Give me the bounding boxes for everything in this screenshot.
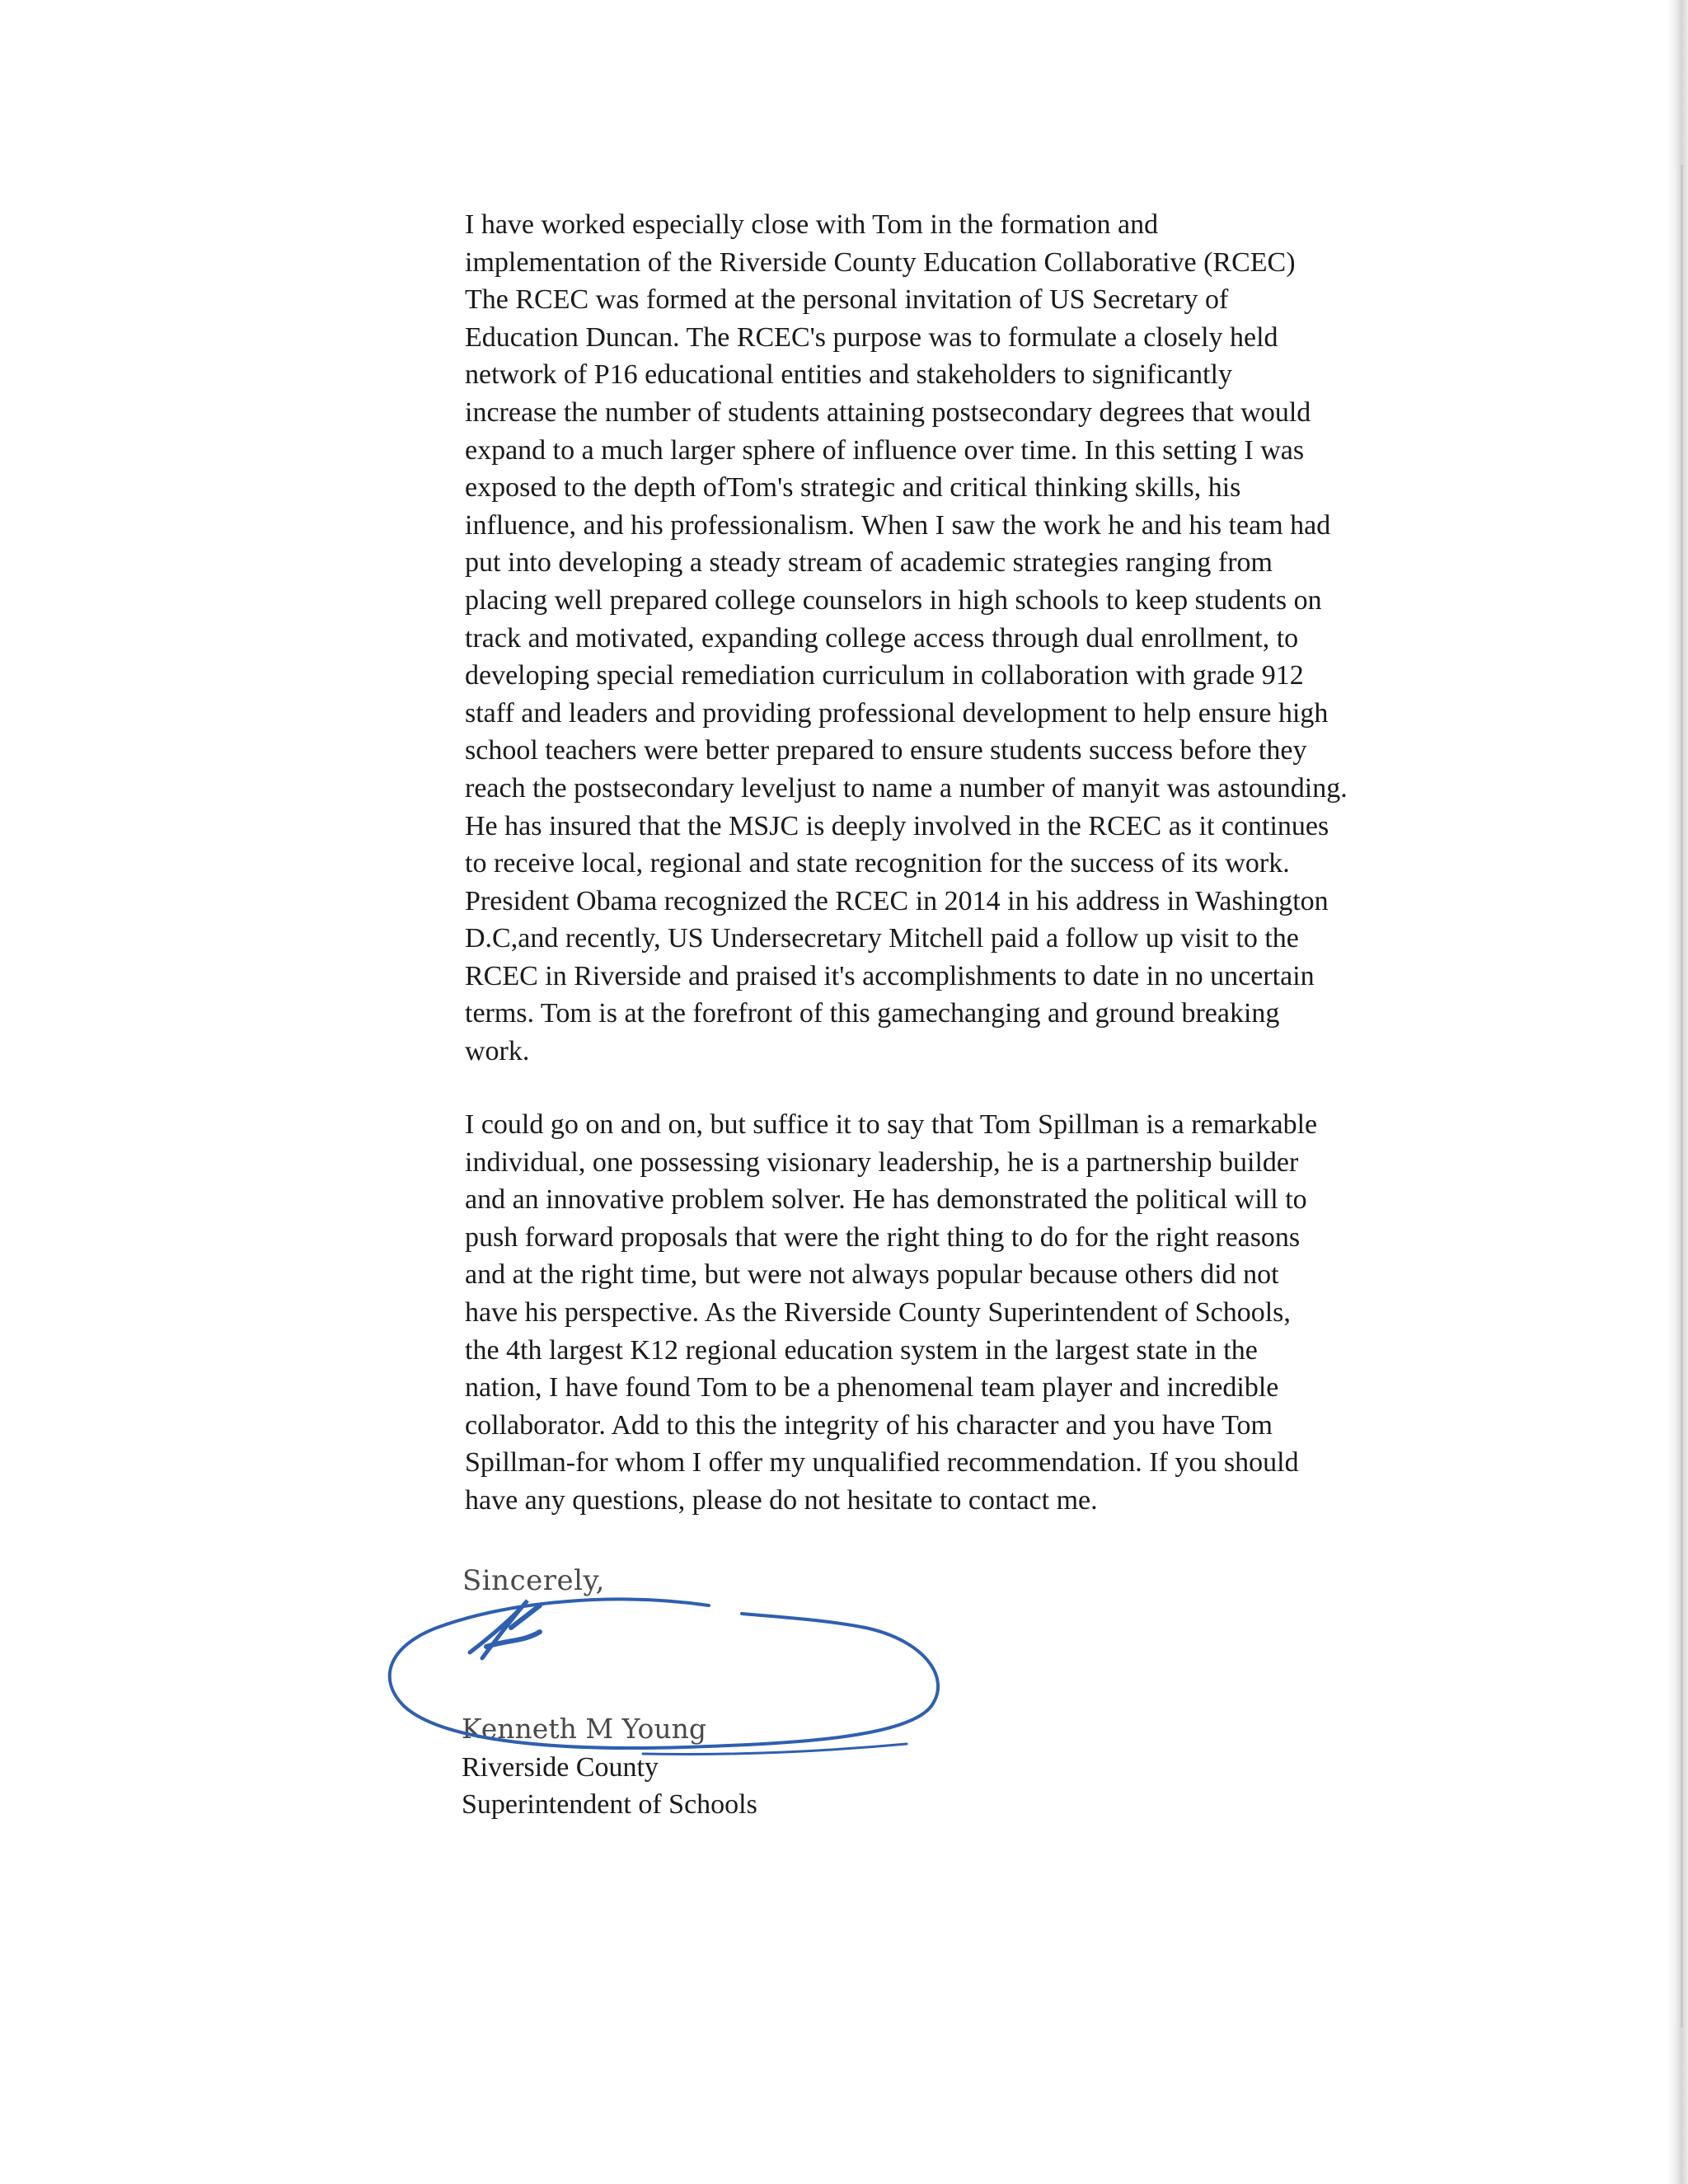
text-line: the 4th largest K12 regional education system in the largest state in the	[465, 1334, 1258, 1366]
text-line: collaborator. Add to this the integrity of his character and you have Tom	[465, 1409, 1273, 1441]
text-line: have any questions, please do not hesitate to contact me.	[465, 1484, 1098, 1516]
signer-title-line-1: Riverside County	[462, 1752, 659, 1783]
text-line: He has insured that the MSJC is deeply involved in the RCEC as it continues	[465, 810, 1329, 841]
text-line: Education Duncan. The RCEC's purpose was to formulate a closely held	[465, 321, 1278, 353]
text-line: track and motivated, expanding college access through dual enrollment, to	[465, 622, 1299, 654]
text-line: terms. Tom is at the forefront of this gamechanging and ground breaking	[465, 998, 1280, 1029]
text-line: and at the right time, but were not always popular because others did not	[465, 1259, 1279, 1291]
signature-icon	[371, 1582, 948, 1772]
text-line: network of P16 educational entities and stakeholders to significantly	[465, 359, 1232, 391]
text-line: Spillman-for whom I offer my unqualified recommendation. If you should	[465, 1447, 1299, 1479]
text-line: I have worked especially close with Tom in the formation and	[465, 209, 1159, 240]
text-line: The RCEC was formed at the personal invitation of US Secretary of	[465, 284, 1229, 316]
text-line: reach the postsecondary leveljust to name a number of manyit was astounding.	[465, 772, 1348, 804]
closing-salutation: Sincerely,	[462, 1564, 605, 1597]
text-line: placing well prepared college counselors in high schools to keep students on	[465, 584, 1322, 616]
body-paragraph-1	[465, 206, 1503, 1071]
page-edge-line	[1681, 165, 1683, 2027]
body-paragraph-2	[465, 1106, 1503, 1520]
text-line: school teachers were better prepared to ensure students success before they	[465, 735, 1307, 766]
text-line: expand to a much larger sphere of influence over time. In this setting I was	[465, 434, 1305, 466]
text-line: work.	[465, 1036, 530, 1067]
text-line: influence, and his professionalism. When I saw the work he and his team had	[465, 509, 1331, 541]
signer-title-line-2: Superintendent of Schools	[462, 1789, 757, 1820]
signer-name: Kenneth M Young	[462, 1713, 707, 1745]
text-line: I could go on and on, but suffice it to say that Tom Spillman is a remarkable	[465, 1109, 1318, 1140]
text-line: RCEC in Riverside and praised it's accomplishments to date in no uncertain	[465, 960, 1315, 991]
text-line: D.C,and recently, US Undersecretary Mitchell paid a follow up visit to the	[465, 923, 1299, 954]
text-line: exposed to the depth ofTom's strategic and critical thinking skills, his	[465, 472, 1241, 504]
text-line: President Obama recognized the RCEC in 2014 in his address in Washington	[465, 885, 1329, 916]
text-line: nation, I have found Tom to be a phenomenal team player and incredible	[465, 1372, 1279, 1404]
text-line: and an innovative problem solver. He has demonstrated the political will to	[465, 1184, 1307, 1216]
page-edge-shadow	[1667, 0, 1688, 2184]
text-line: increase the number of students attaining postsecondary degrees that would	[465, 396, 1311, 428]
text-line: developing special remediation curriculum in collaboration with grade 912	[465, 660, 1304, 691]
text-line: have his perspective. As the Riverside County Superintendent of Schools,	[465, 1296, 1291, 1328]
text-line: individual, one possessing visionary leadership, he is a partnership builder	[465, 1146, 1299, 1178]
text-line: put into developing a steady stream of academic strategies ranging from	[465, 547, 1273, 579]
text-line: implementation of the Riverside County Education Collaborative (RCEC)	[465, 246, 1296, 278]
text-line: staff and leaders and providing professional development to help ensure high	[465, 697, 1329, 729]
text-line: push forward proposals that were the right thing to do for the right reasons	[465, 1221, 1301, 1253]
text-line: to receive local, regional and state recognition for the success of its work.	[465, 848, 1290, 879]
